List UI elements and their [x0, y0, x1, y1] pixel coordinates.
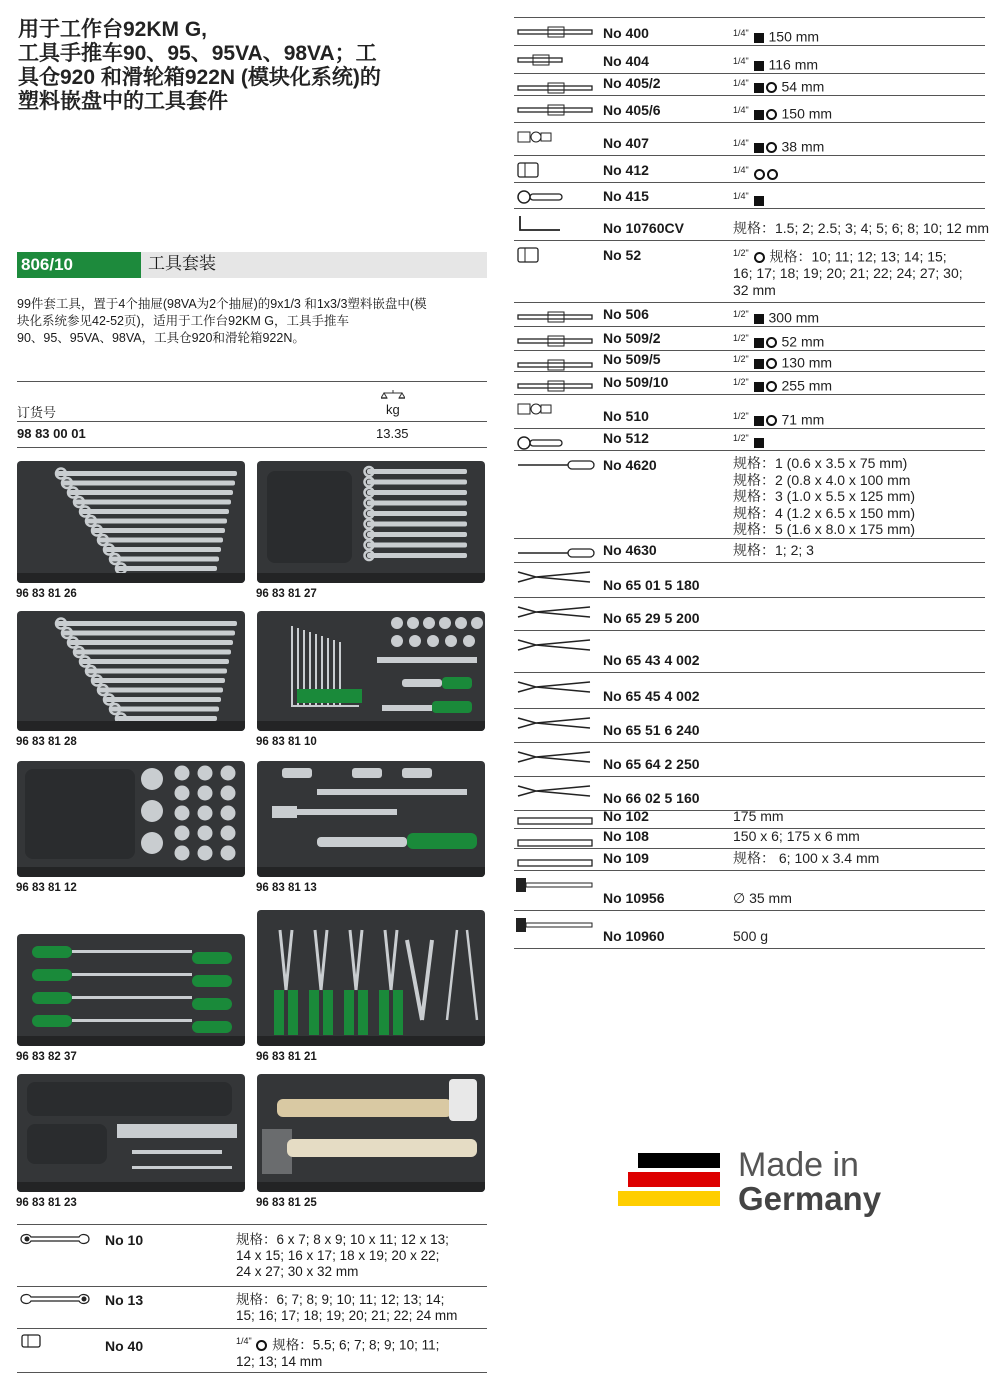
- divider: [514, 73, 985, 74]
- country-label: Germany: [738, 1180, 882, 1217]
- circlip-pliers-external-icon: [516, 678, 594, 696]
- list-item: [17, 1328, 487, 1372]
- square-drive-icon: [754, 416, 764, 426]
- drive-size: 1/2": [733, 433, 749, 443]
- item-spec: [733, 330, 824, 350]
- spec-text: 54 mm: [781, 78, 825, 95]
- weight-value: 13.35: [376, 426, 409, 441]
- tray-base: [257, 573, 485, 583]
- title-line: 塑料嵌盘中的工具套件: [18, 90, 228, 113]
- extension-long-icon: [516, 377, 596, 395]
- item-number: No 65 43 4 002: [603, 652, 700, 668]
- tray-base: [17, 1036, 245, 1046]
- item-number: No 109: [603, 850, 649, 866]
- divider: [514, 848, 985, 849]
- drive-size: 1/4": [733, 165, 749, 175]
- spec-line: 规格：6; 7; 8; 9; 10; 11; 12; 13; 14;: [236, 1292, 445, 1307]
- item-spec: [733, 455, 915, 538]
- tommy-bar-icon: [516, 23, 596, 41]
- spec-text: 130 mm: [781, 354, 833, 371]
- spec-text: 规格：1.5; 2; 2.5; 3; 4; 5; 6; 8; 10; 12 mm: [733, 220, 990, 236]
- item-number: No 65 51 6 240: [603, 722, 700, 738]
- tray-order-number: 96 83 81 12: [16, 882, 77, 894]
- drive-size: 1/4": [236, 1336, 252, 1346]
- ring-drive-icon: [766, 109, 777, 120]
- item-spec: [733, 828, 860, 845]
- unit-label: kg: [386, 402, 400, 417]
- tray-order-number: 96 83 81 28: [16, 736, 77, 748]
- spec-line: 14 x 15; 16 x 17; 18 x 19; 20 x 22;: [236, 1248, 440, 1263]
- hammers-tray-icon: [257, 1074, 485, 1192]
- divider: [514, 122, 985, 123]
- item-spec: [733, 542, 814, 559]
- divider: [514, 672, 985, 673]
- divider: [514, 708, 985, 709]
- item-number: No 4620: [603, 457, 657, 473]
- set-code: 806/10: [17, 252, 141, 278]
- spec-text: 71 mm: [781, 411, 825, 428]
- item-spec: [236, 1292, 457, 1324]
- divider: [514, 450, 985, 451]
- scale-icon: [381, 389, 405, 401]
- tool-tray: [17, 934, 245, 1046]
- item-spec: [733, 374, 832, 394]
- ring-drive-icon: [754, 252, 765, 263]
- item-number: No 108: [603, 828, 649, 844]
- spec-line: 32 mm: [733, 281, 776, 298]
- spec-text: ∅ 35 mm: [733, 890, 792, 906]
- tommy-bar-large-icon: [516, 308, 596, 326]
- item-number: No 10960: [603, 928, 665, 944]
- divider: [514, 597, 985, 598]
- item-spec: [733, 351, 832, 371]
- item-spec: [733, 135, 824, 155]
- allen-tray-icon: [257, 611, 485, 731]
- tray-order-number: 96 83 82 37: [16, 1051, 77, 1063]
- item-number: No 66 02 5 160: [603, 790, 700, 806]
- spec-line: 规格：6 x 7; 8 x 9; 10 x 11; 12 x 13;: [236, 1232, 449, 1247]
- spec-text: 255 mm: [781, 377, 833, 394]
- spec-line: 12; 13; 14 mm: [236, 1353, 323, 1369]
- spec-text: 150 mm: [768, 28, 820, 45]
- spec-line: 规格：3 (1.0 x 5.5 x 125 mm): [733, 488, 916, 504]
- divider: [514, 17, 985, 18]
- item-spec: [236, 1333, 439, 1370]
- divider: [514, 394, 985, 395]
- divider: [17, 421, 487, 422]
- drive-size: 1/4": [733, 78, 749, 88]
- spec-line: 规格：1 (0.6 x 3.5 x 75 mm): [733, 455, 908, 471]
- spec-text: 116 mm: [768, 56, 819, 73]
- divider: [514, 155, 985, 156]
- tool-tray: [17, 761, 245, 877]
- spec-text: 175 mm: [733, 808, 784, 824]
- drive-size: 1/4": [733, 56, 749, 66]
- universal-joint-icon: [516, 128, 566, 146]
- pliers-tray-icon: [257, 910, 485, 1046]
- divider: [17, 447, 487, 448]
- square-drive-icon: [754, 314, 764, 324]
- divider: [514, 428, 985, 429]
- wrench-right-tray-icon: [257, 461, 485, 583]
- item-number: No 509/10: [603, 374, 669, 390]
- drive-size: 1/2": [733, 333, 749, 343]
- description-line: 99件套工具，置于4个抽屉(98VA为2个抽屉)的9x1/3 和1x3/3塑料嵌盘中(模: [17, 297, 427, 311]
- item-spec: [733, 75, 824, 95]
- tool-tray: [17, 611, 245, 731]
- divider: [514, 630, 985, 631]
- ring-drive-icon: [256, 1340, 267, 1351]
- socket-icon: [21, 1334, 41, 1348]
- title-line: 工具手推车90、95、95VA、98VA；工: [18, 42, 377, 65]
- sockets-tray-icon: [17, 761, 245, 877]
- order-label: 订货号: [17, 405, 57, 420]
- drive-size: 1/2": [733, 354, 749, 364]
- item-spec: [733, 102, 832, 122]
- tool-tray: [17, 461, 245, 583]
- tray-base: [17, 1182, 245, 1192]
- spec-line: 16; 17; 18; 19; 20; 21; 22; 24; 27; 30;: [733, 265, 963, 282]
- item-spec: [733, 188, 765, 208]
- item-spec: [733, 850, 879, 867]
- set-description: [17, 296, 487, 347]
- spec-line: 规格：10; 11; 12; 13; 14; 15;: [769, 248, 947, 265]
- item-spec: [733, 306, 819, 326]
- spec-line: 规格：4 (1.2 x 6.5 x 150 mm): [733, 504, 916, 521]
- tray-order-number: 96 83 81 21: [256, 1051, 317, 1063]
- drive-size: 1/2": [733, 377, 749, 387]
- tool-tray: [257, 910, 485, 1046]
- made-in-label: Made in: [738, 1146, 859, 1184]
- divider: [514, 371, 985, 372]
- tool-tray: [257, 1074, 485, 1192]
- square-drive-icon: [754, 338, 764, 348]
- long-nose-pliers-icon: [516, 603, 594, 621]
- list-item: [17, 1286, 487, 1328]
- diagonal-cutter-icon: [516, 782, 594, 800]
- ratchet-wrench-icon: [19, 1292, 91, 1306]
- tray-order-number: 96 83 81 13: [256, 882, 317, 894]
- square-drive-icon: [754, 33, 764, 43]
- slotted-screwdriver-icon: [516, 456, 596, 474]
- item-number: No 52: [603, 247, 642, 263]
- tray-base: [17, 867, 245, 877]
- tray-order-number: 96 83 81 10: [256, 736, 317, 748]
- spec-text: 规格：1; 2; 3: [733, 542, 814, 558]
- item-spec: [733, 53, 818, 73]
- tray-base: [257, 867, 485, 877]
- item-number: No 407: [603, 135, 649, 151]
- item-spec: [733, 162, 779, 182]
- divider: [514, 45, 985, 46]
- divider: [17, 1372, 487, 1373]
- item-number: No 10: [105, 1232, 144, 1248]
- item-number: No 405/6: [603, 102, 661, 118]
- drive-size: 1/4": [733, 28, 749, 38]
- square-drive-icon: [754, 438, 764, 448]
- item-number: No 13: [105, 1292, 144, 1308]
- tray-base: [17, 721, 245, 731]
- spec-text: 500 g: [733, 928, 769, 944]
- item-number: No 404: [603, 53, 649, 69]
- item-spec: [733, 928, 768, 945]
- tray-base: [257, 1036, 485, 1046]
- tray-order-number: 96 83 81 26: [16, 588, 77, 600]
- title-line: 具仓920 和滑轮箱922N (模块化系统)的: [18, 66, 381, 89]
- spec-text: 52 mm: [781, 333, 825, 350]
- hex-key-icon: [516, 214, 566, 232]
- locking-pliers-icon: [516, 748, 594, 766]
- spec-text: 300 mm: [768, 309, 820, 326]
- divider: [514, 240, 985, 241]
- divider: [514, 208, 985, 209]
- extension-bar-long-icon: [516, 101, 596, 119]
- spec-line: 24 x 27; 30 x 32 mm: [236, 1264, 359, 1279]
- tray-order-number: 96 83 81 27: [256, 588, 317, 600]
- item-number: No 40: [105, 1338, 144, 1354]
- drive-size: 1/4": [733, 105, 749, 115]
- spec-text: 38 mm: [781, 138, 825, 155]
- drive-size: 1/2": [733, 309, 749, 319]
- soft-face-hammer-icon: [516, 876, 594, 894]
- item-number: No 65 29 5 200: [603, 610, 700, 626]
- divider: [514, 870, 985, 871]
- item-number: No 400: [603, 25, 649, 41]
- pin-punch-icon: [516, 834, 596, 852]
- chisels-tray-icon: [17, 1074, 245, 1192]
- tray-order-number: 96 83 81 25: [256, 1197, 317, 1209]
- divider: [514, 326, 985, 327]
- divider: [514, 95, 985, 96]
- item-number: No 506: [603, 306, 649, 322]
- machinist-hammer-icon: [516, 916, 594, 934]
- square-drive-icon: [754, 196, 764, 206]
- wrench-fan-tray-icon: [17, 461, 245, 583]
- item-spec: [733, 245, 963, 298]
- spec-line: 规格：5.5; 6; 7; 8; 9; 10; 11;: [272, 1337, 440, 1353]
- item-spec: [733, 408, 824, 428]
- divider: [514, 910, 985, 911]
- tray-base: [257, 1182, 485, 1192]
- square-drive-icon: [754, 83, 764, 93]
- drive-size: 1/2": [733, 411, 749, 421]
- ring-drive-icon: [766, 82, 777, 93]
- item-number: No 412: [603, 162, 649, 178]
- item-number: No 65 64 2 250: [603, 756, 700, 772]
- divider: [514, 948, 985, 949]
- item-spec: [236, 1232, 449, 1280]
- page-title: [18, 18, 488, 114]
- spec-text: 150 x 6; 175 x 6 mm: [733, 828, 860, 844]
- item-spec: [733, 220, 989, 237]
- square-drive-icon: [754, 382, 764, 392]
- water-pump-pliers-icon: [516, 714, 594, 732]
- socket-large-icon: [516, 246, 566, 264]
- drive-size: 1/2": [733, 248, 749, 258]
- ring-drive-icon: [766, 358, 777, 369]
- spec-line: 规格：2 (0.8 x 4.0 x 100 mm: [733, 471, 911, 488]
- item-number: No 512: [603, 430, 649, 446]
- divider: [514, 742, 985, 743]
- spec-line: 规格：5 (1.6 x 8.0 x 175 mm): [733, 521, 916, 537]
- item-number: No 10956: [603, 890, 665, 906]
- square-drive-icon: [754, 61, 764, 71]
- item-number: No 65 01 5 180: [603, 577, 700, 593]
- item-number: No 102: [603, 808, 649, 824]
- description-line: 块化系统参见42-52页)，适用于工作台92KM G，工具手推车: [17, 314, 349, 328]
- item-spec: [733, 25, 819, 45]
- ratchet-icon: [516, 188, 566, 206]
- tray-order-number: 96 83 81 23: [16, 1197, 77, 1209]
- item-number: No 65 45 4 002: [603, 688, 700, 704]
- ring-drive-icon: [766, 415, 777, 426]
- divider: [514, 562, 985, 563]
- spec-text: 150 mm: [781, 105, 833, 122]
- square-drive-icon: [754, 359, 764, 369]
- ring-drive-icon: [766, 142, 777, 153]
- ring-drive-icon: [766, 337, 777, 348]
- item-spec: [733, 808, 784, 825]
- drive-size: 1/4": [733, 191, 749, 201]
- wrench-fan2-tray-icon: [17, 611, 245, 731]
- item-spec: [733, 890, 792, 907]
- adapter-icon: [516, 161, 566, 179]
- ring-drive-icon: [766, 381, 777, 392]
- square-drive-icon: [754, 110, 764, 120]
- tool-tray: [257, 761, 485, 877]
- divider: [514, 182, 985, 183]
- divider: [17, 381, 487, 382]
- extension-short-icon: [516, 332, 596, 350]
- square-drive-icon: [754, 143, 764, 153]
- item-number: No 405/2: [603, 75, 661, 91]
- ratchet-tray-icon: [257, 761, 485, 877]
- drive-size: 1/4": [733, 138, 749, 148]
- divider: [514, 538, 985, 539]
- combination-pliers-icon: [516, 568, 594, 586]
- set-name: 工具套装: [141, 252, 487, 278]
- phillips-screwdriver-icon: [516, 544, 596, 562]
- circlip-pliers-icon: [516, 636, 594, 654]
- title-line: 用于工作台92KM G,: [18, 18, 208, 41]
- item-number: No 415: [603, 188, 649, 204]
- item-number: No 10760CV: [603, 220, 684, 236]
- tool-tray: [17, 1074, 245, 1192]
- spec-line: 15; 16; 17; 18; 19; 20; 21; 22; 24 mm: [236, 1308, 458, 1323]
- sliding-t-handle-icon: [516, 51, 566, 69]
- german-flag-icon: [618, 1153, 720, 1207]
- tray-base: [17, 573, 245, 583]
- item-number: No 509/2: [603, 330, 661, 346]
- ring-drive-icon: [754, 169, 765, 180]
- ring-drive-icon: [767, 169, 778, 180]
- tool-tray: [257, 611, 485, 731]
- list-item: [17, 1224, 487, 1286]
- spec-text: 规格： 6; 100 x 3.4 mm: [733, 850, 880, 866]
- order-number: 98 83 00 01: [17, 426, 86, 441]
- item-number: No 510: [603, 408, 649, 424]
- item-spec: [733, 430, 765, 450]
- tool-tray: [257, 461, 485, 583]
- combination-wrench-icon: [19, 1232, 91, 1246]
- item-number: No 4630: [603, 542, 657, 558]
- divider: [514, 776, 985, 777]
- tray-base: [257, 721, 485, 731]
- universal-joint-large-icon: [516, 400, 566, 418]
- item-number: No 509/5: [603, 351, 661, 367]
- screwdrivers-tray-icon: [17, 934, 245, 1046]
- description-line: 90、95、95VA、98VA，工具仓920和滑轮箱922N。: [17, 331, 305, 345]
- divider: [514, 302, 985, 303]
